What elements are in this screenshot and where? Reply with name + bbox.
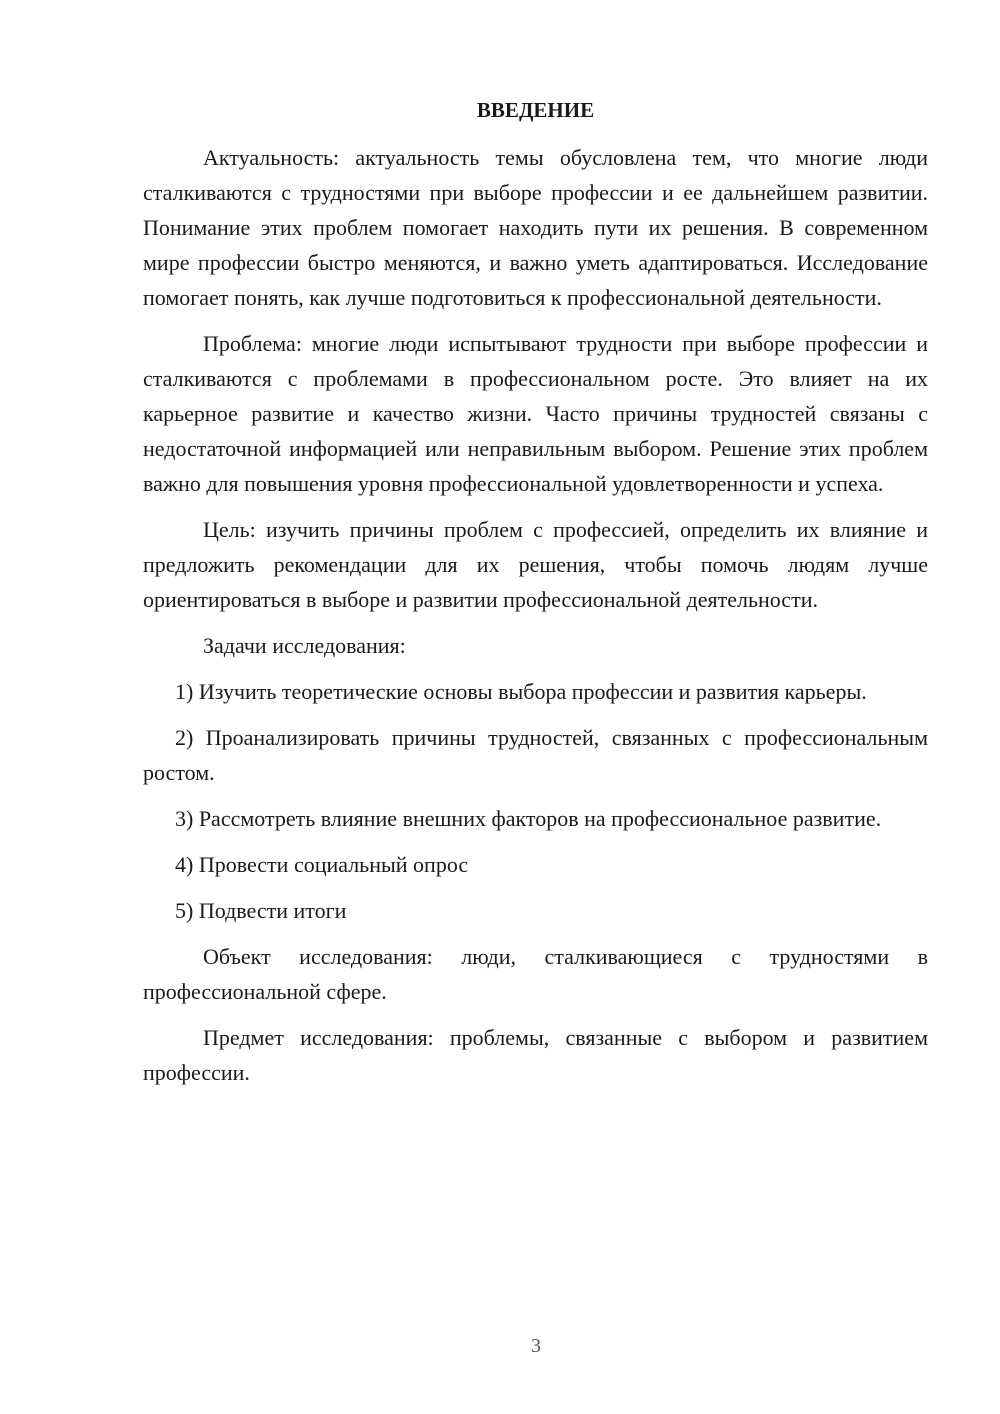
task-item: 2) Проанализировать причины трудностей, связанных с профессиональным ростом. bbox=[143, 725, 928, 785]
task-item: 1) Изучить теоретические основы выбора профессии и развития карьеры. bbox=[175, 679, 867, 704]
object-paragraph: Объект исследования: люди, сталкивающиеся с трудностями в профессиональной сфере. bbox=[143, 944, 928, 1004]
subject-paragraph: Предмет исследования: проблемы, связанные с выбором и развитием профессии. bbox=[143, 1025, 928, 1085]
task-item: 4) Провести социальный опрос bbox=[175, 852, 469, 877]
task-item: 3) Рассмотреть влияние внешних факторов на профессиональное развитие. bbox=[175, 806, 882, 831]
section-title: ВВЕДЕНИЕ bbox=[476, 98, 595, 122]
tasks-list bbox=[143, 674, 928, 928]
problem-paragraph: Проблема: многие люди испытывают трудности при выборе профессии и сталкиваются с проблемами в профессиональном росте. Это влияет на их карьерное развитие и качество жизни. Часто причины трудностей связаны с недостаточной информацией или неправильным выбором. Решение этих проблем важно для повышения уровня профессиональной удовлетворенности и успеха. bbox=[143, 331, 928, 496]
task-item: 5) Подвести итоги bbox=[175, 898, 347, 923]
page-content bbox=[143, 94, 928, 1101]
page-number: 3 bbox=[531, 1335, 541, 1357]
goal-paragraph: Цель: изучить причины проблем с профессией, определить их влияние и предложить рекомендации для их решения, чтобы помочь людям лучше ориентироваться в выборе и развитии профессиональной деятельности. bbox=[143, 517, 928, 612]
relevance-paragraph: Актуальность: актуальность темы обусловлена тем, что многие люди сталкиваются с трудностями при выборе профессии и ее дальнейшем развитии. Понимание этих проблем помогает находить пути их решения. В современном мире профессии быстро меняются, и важно уметь адаптироваться. Исследование помогает понять, как лучше подготовиться к профессиональной деятельности. bbox=[143, 145, 928, 310]
tasks-heading: Задачи исследования: bbox=[203, 633, 406, 658]
